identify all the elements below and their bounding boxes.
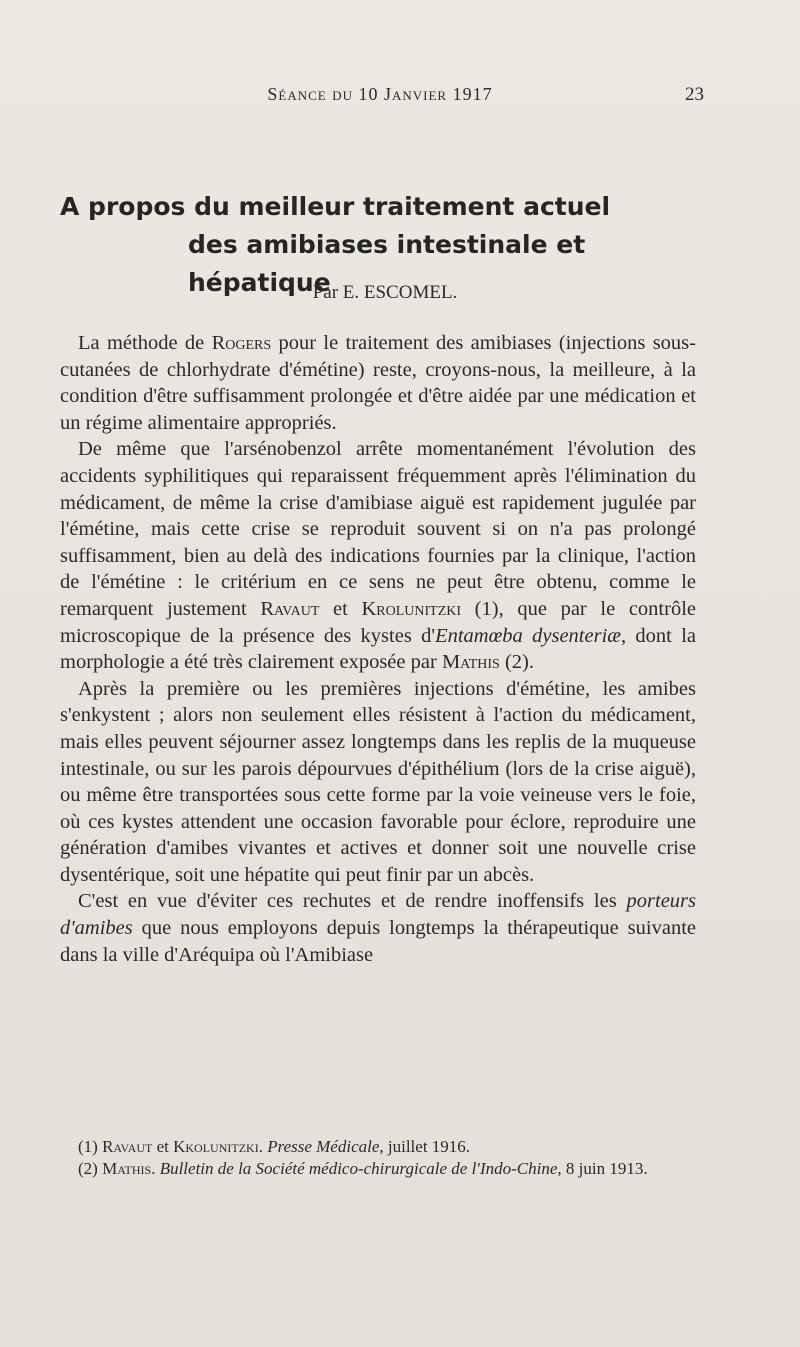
byline: Par E. ESCOMEL. (312, 282, 458, 303)
paragraph-4 (60, 888, 696, 968)
text-run: que nous employons depuis longtemps la thérapeutique suivante dans la ville d'Aréquipa où l'Amibiase (60, 917, 696, 966)
author-name: Mathis (441, 651, 500, 674)
page-number: 23 (685, 84, 704, 105)
text-run: juillet 1916. (383, 1137, 471, 1156)
species-name: Entamœba dysenteriæ (435, 624, 621, 647)
text-run: . (258, 1137, 268, 1156)
author-name: Ravaut (102, 1137, 153, 1156)
text-run: et (152, 1137, 174, 1156)
text-run: , dont la morphologie a été très clairement exposée par (60, 624, 696, 674)
footnote-1 (60, 1136, 696, 1158)
title-line-2: des amibiases intestinale et hépatique (188, 230, 586, 297)
text-run: (2). (499, 651, 534, 674)
text-run: De même que l'arsénobenzol arrête momentanément l'évolution des accidents syphilitiques qui reparaissent fréquemment après l'élimination du médicament, de même la crise d'amibiase aiguë est rapidement jugulée par l'émétine, mais cette crise se reproduit souvent si on n'a pas prolongé suffisamment, bien au delà des indications fournies par la clinique, l'action de l'émétine : le critérium en ce sens ne peut être obtenu, comme le remarquent justement (60, 438, 696, 620)
text-run: La méthode de (78, 332, 212, 354)
running-head (0, 84, 800, 114)
paragraph-3 (60, 676, 696, 889)
article-body (60, 330, 696, 968)
text-run: C'est en vue d'éviter ces rechutes et de rendre inoffensifs les (78, 890, 627, 913)
footnote-number: (1) (78, 1137, 103, 1156)
text-run: pour le traitement des amibiases (injections sous-cutanées de chlorhydrate d'émétine) reste, croyons-nous, la meilleure, à la condition d'être suffisamment prolongée et d'être aidée par une médication et un régime alimentaire appropriés. (60, 332, 696, 434)
text-run: 8 juin 1913. (561, 1159, 648, 1178)
paragraph-1 (60, 330, 696, 436)
paragraph-2 (60, 436, 696, 675)
text-run: Après la première ou les premières injections d'émétine, les amibes s'enkystent ; alors non seulement elles résistent à l'action du médicament, mais elles peuvent séjourner assez longtemps dans les replis de la muqueuse intestinale, ou sur les parois dépourvues d'épithélium (lors de la crise aiguë), ou même être transportées sous cette forme par la voie veineuse vers le foie, où ces kystes attendent une occasion favorable pour éclore, reproduire une génération d'amibes vivantes et actives et donner soit une nouvelle crise dysentérique, soit une hépatite qui peut finir par un abcès. (60, 677, 696, 886)
text-run: . (151, 1159, 160, 1178)
journal-title: Bulletin de la Société médico-chirurgicale de l'Indo-Chine, (159, 1159, 562, 1178)
author-name: Mathis (102, 1159, 152, 1178)
footnote-2 (60, 1158, 696, 1180)
footnotes (60, 1136, 696, 1180)
emphasis: porteurs d'amibes (60, 890, 696, 940)
journal-title: Presse Médicale, (267, 1137, 384, 1156)
title-line-1: A propos du meilleur traitement actuel (60, 192, 611, 221)
text-run: et (319, 597, 362, 620)
running-title: Séance du 10 Janvier 1917 (267, 84, 493, 104)
author-name: Rogers (211, 332, 272, 354)
text-run: (1), que par le contrôle microscopique de la présence des kystes d' (60, 597, 696, 647)
author-name: Ravaut (260, 597, 320, 620)
footnote-number: (2) (78, 1159, 103, 1178)
author-name: Kkolunitzki (173, 1137, 259, 1156)
author-name: Krolunitzki (361, 597, 462, 620)
